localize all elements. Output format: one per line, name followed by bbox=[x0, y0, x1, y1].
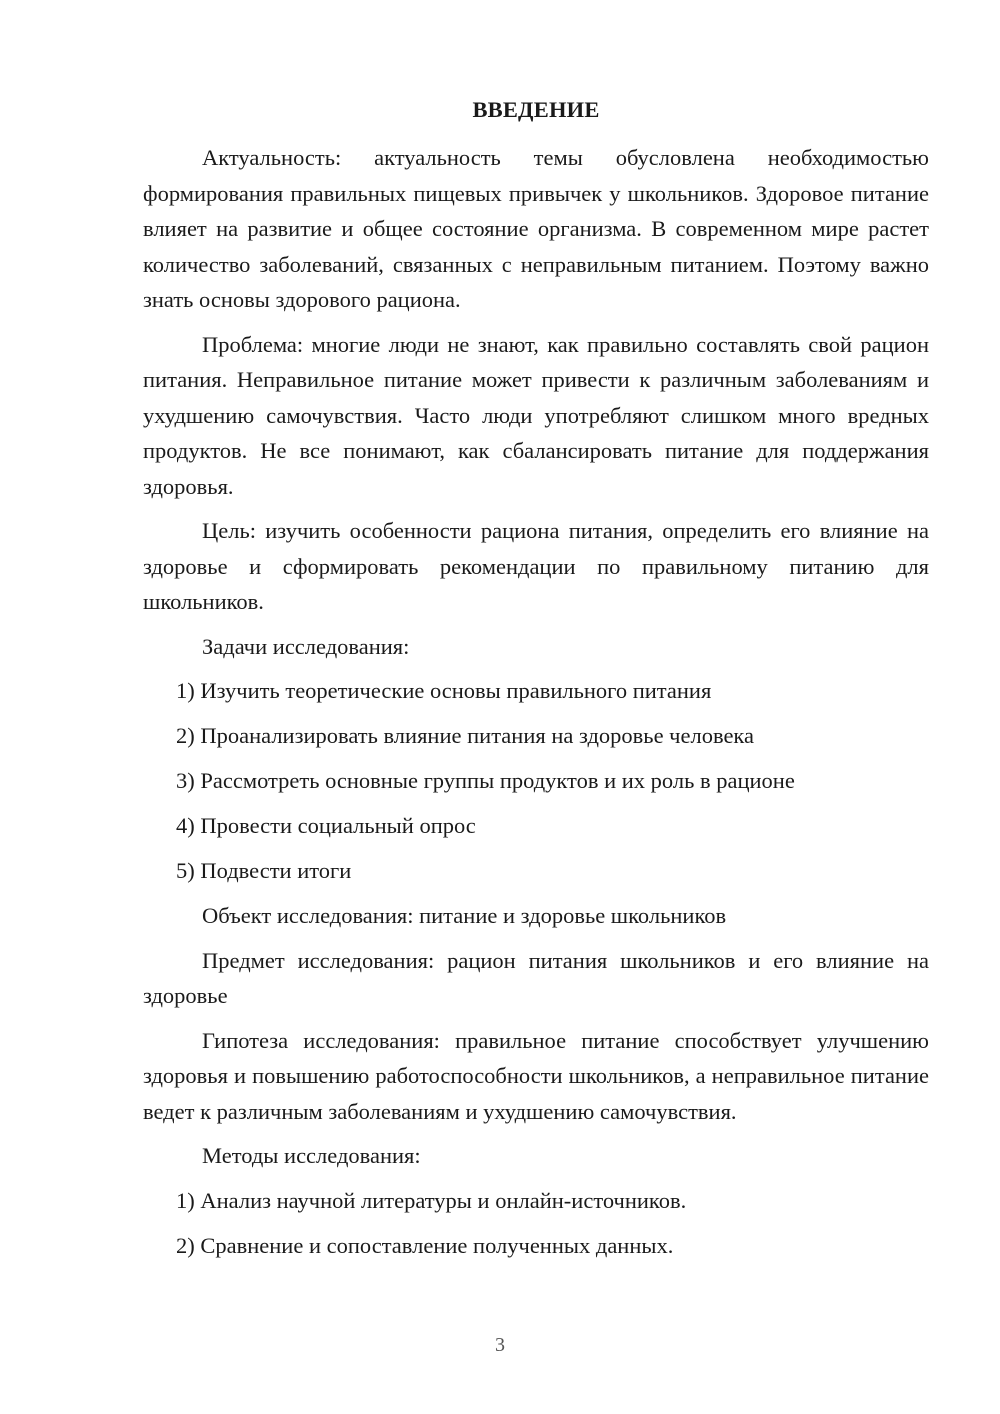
problem-paragraph: Проблема: многие люди не знают, как правильно составлять свой рацион питания. Неправильное питание может привести к различным заболеваниям и ухудшению самочувствия. Часто люди употребляют слишком много вредных продуктов. Не все понимают, как сбалансировать питание для поддержания здоровья. bbox=[143, 331, 929, 499]
methods-list bbox=[143, 1183, 929, 1264]
section-title: ВВЕДЕНИЕ bbox=[472, 97, 600, 122]
tasks-list bbox=[143, 673, 929, 889]
task-item: 3) Рассмотреть основные группы продуктов и их роль в рационе bbox=[176, 768, 795, 793]
method-item: 2) Сравнение и сопоставление полученных данных. bbox=[176, 1232, 674, 1258]
method-item: 1) Анализ научной литературы и онлайн-источников. bbox=[176, 1187, 687, 1213]
task-item: 2) Проанализировать влияние питания на здоровье человека bbox=[176, 723, 755, 748]
task-item: 4) Провести социальный опрос bbox=[176, 813, 476, 838]
methods-heading: Методы исследования: bbox=[202, 1143, 421, 1168]
relevance-paragraph: Актуальность: актуальность темы обусловлена необходимостью формирования правильных пищевых привычек у школьников. Здоровое питание влияет на развитие и общее состояние организма. В современном мире растет количество заболеваний, связанных с неправильным питанием. Поэтому важно знать основы здорового рациона. bbox=[143, 145, 929, 312]
task-item: 5) Подвести итоги bbox=[176, 858, 352, 883]
hypothesis-paragraph: Гипотеза исследования: правильное питание способствует улучшению здоровья и повышению работоспособности школьников, а неправильное питание ведет к различным заболеваниям и ухудшению самочувствия. bbox=[143, 1027, 929, 1124]
task-item: 1) Изучить теоретические основы правильного питания bbox=[176, 678, 712, 703]
page-content bbox=[143, 92, 929, 1273]
page-number: 3 bbox=[495, 1334, 505, 1356]
subject-paragraph: Предмет исследования: рацион питания школьников и его влияние на здоровье bbox=[143, 947, 929, 1008]
object-paragraph: Объект исследования: питание и здоровье школьников bbox=[202, 903, 727, 928]
tasks-heading: Задачи исследования: bbox=[202, 633, 410, 659]
goal-paragraph: Цель: изучить особенности рациона питания, определить его влияние на здоровье и сформировать рекомендации по правильному питанию для школьников. bbox=[143, 518, 929, 614]
